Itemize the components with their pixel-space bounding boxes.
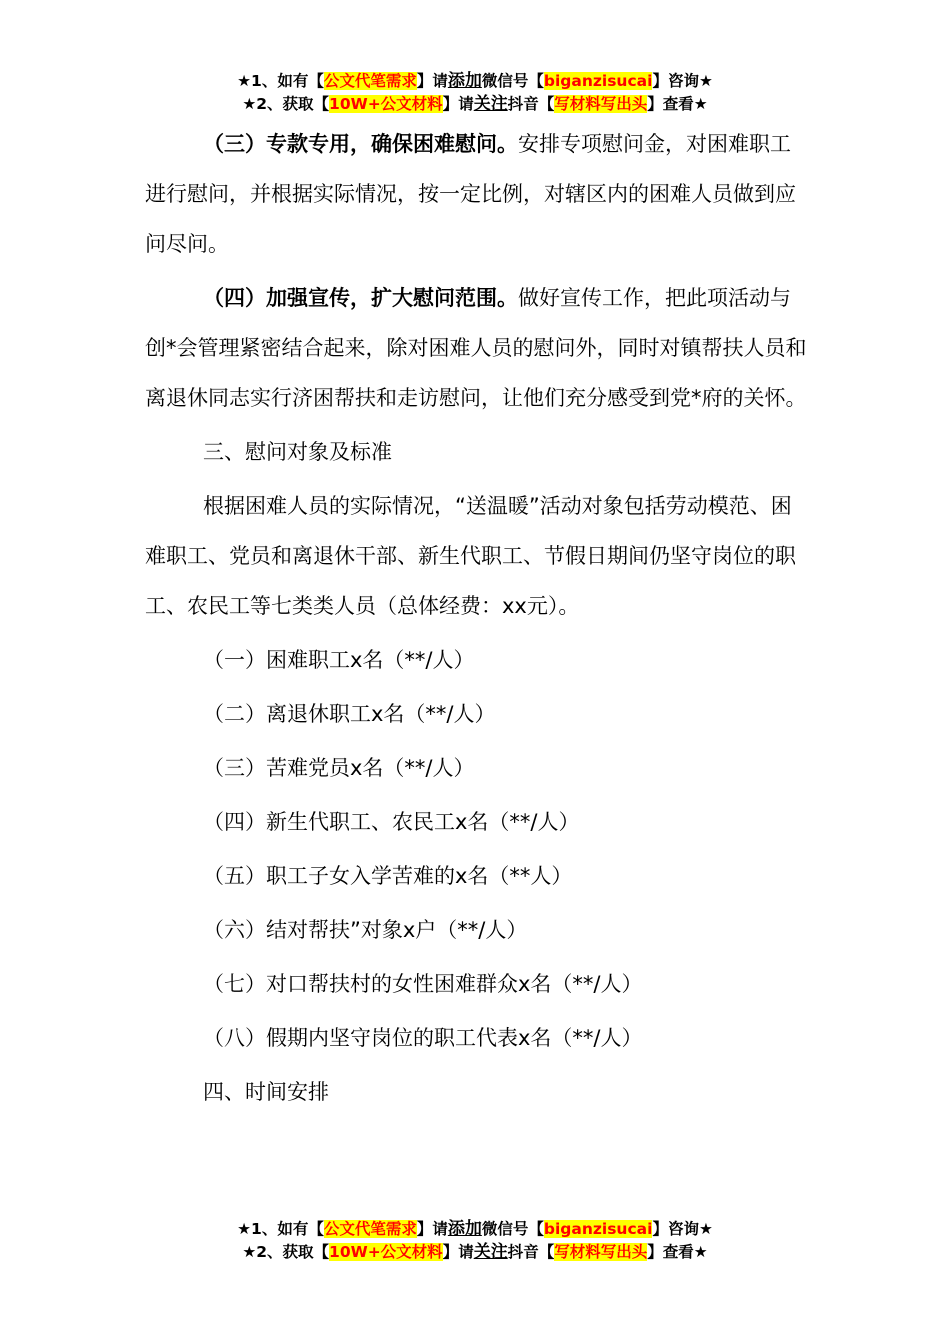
wechat-id: biganzisucai [543,72,653,90]
list-item: （五）职工子女入学苦难的x名（**人） [203,864,573,888]
paragraph-publicity: （四）加强宣传，扩大慰问范围。做好宣传工作，把此项活动与创*会管理紧密结合起来，除对困难人员的慰问外，同时对镇帮扶人员和离退休同志实行济困帮扶和走访慰问，让他们充分感受到党*府的关怀。 [145,286,807,410]
paragraph-special-funds: （三）专款专用，确保困难慰问。安排专项慰问金，对困难职工进行慰问，并根据实际情况，按一定比例，对辖区内的困难人员做到应问尽问。 [145,132,796,256]
section-heading-4: 四、时间安排 [203,1080,329,1104]
list-item: （八）假期内坚守岗位的职工代表x名（**/人） [203,1026,643,1050]
highlight-service: 公文代笔需求 [323,1220,417,1238]
paragraph-heading: （三）专款专用，确保困难慰问。 [203,132,518,156]
douyin-account: 写材料写出头 [554,95,648,113]
highlight-service: 公文代笔需求 [323,72,417,90]
section-heading-3: 三、慰问对象及标准 [203,440,392,464]
list-item: （六）结对帮扶”对象x户（**/人） [203,918,528,942]
list-item: （二）离退休职工x名（**/人） [203,702,496,726]
list-item: （一）困难职工x名（**/人） [203,648,475,672]
ad-line-2: ★2、获取【10W+公文材料】请关注抖音【写材料写出头】查看★ [242,94,708,114]
paragraph-heading: （四）加强宣传，扩大慰问范围。 [203,286,518,310]
ad-line-1: ★1、如有【公文代笔需求】请添加微信号【biganzisucai】咨询★ [237,1219,713,1239]
document-body [145,119,810,1117]
highlight-materials: 10W+公文材料 [329,95,443,113]
list-item: （七）对口帮扶村的女性困难群众x名（**/人） [203,972,643,996]
top-ad-banner [0,70,950,116]
wechat-id: biganzisucai [543,1220,653,1238]
ad-line-2: ★2、获取【10W+公文材料】请关注抖音【写材料写出头】查看★ [242,1242,708,1262]
highlight-materials: 10W+公文材料 [329,1243,443,1261]
douyin-account: 写材料写出头 [554,1243,648,1261]
list-item: （四）新生代职工、农民工x名（**/人） [203,810,580,834]
paragraph-intro: 根据困难人员的实际情况，“送温暖”活动对象包括劳动模范、困难职工、党员和离退休干部、新生代职工、节假日期间仍坚守岗位的职工、农民工等七类类人员（总体经费：xx元）。 [145,494,796,618]
bottom-ad-banner [0,1218,950,1264]
ad-line-1: ★1、如有【公文代笔需求】请添加微信号【biganzisucai】咨询★ [237,71,713,91]
list-item: （三）苦难党员x名（**/人） [203,756,475,780]
